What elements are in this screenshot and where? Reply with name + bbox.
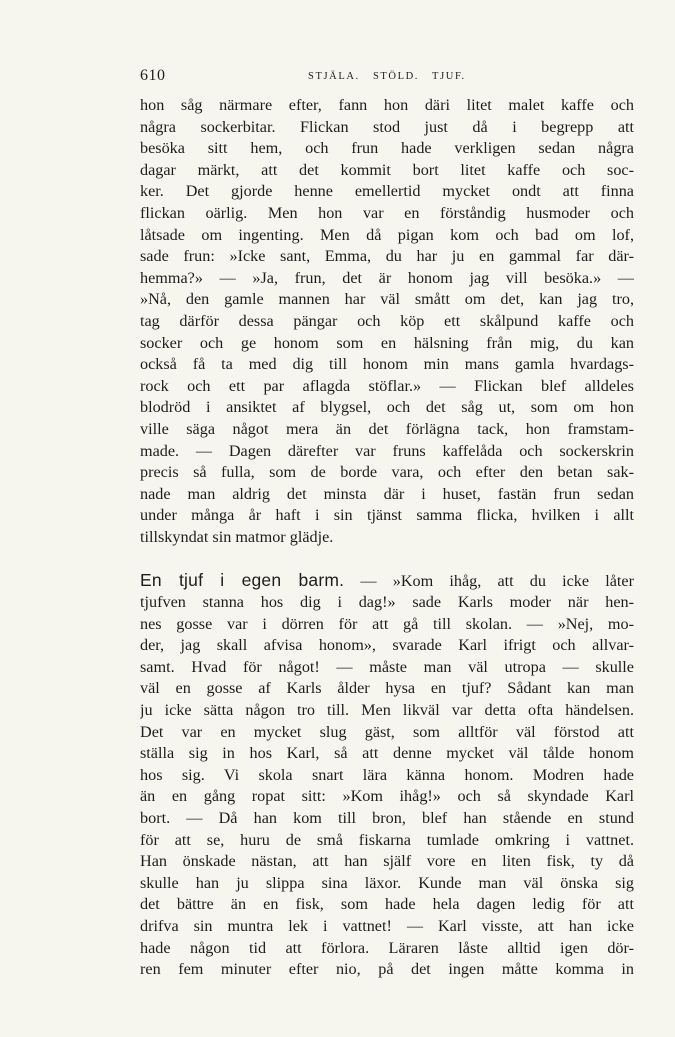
text-line: sade frun: »Icke sant, Emma, du har ju en gammal far där- [140, 247, 634, 266]
text-line: bort. — Då han kom till bron, blef han stående en stund [140, 809, 634, 827]
text-line: för att se, huru de små fiskarna tumlade omkring i vattnet. [140, 830, 634, 849]
running-head: STJÄLA. STÖLD. TJUF. [308, 71, 466, 82]
text-line: också få ta med dig till honom min mans gamla hvardags- [140, 355, 634, 374]
text-line: samt. Hvad för något! — måste man väl utropa — skulle [140, 657, 634, 676]
section-body [140, 592, 634, 981]
text-line: tag därför dessa pängar och köp ett skålpund kaffe och [140, 311, 634, 330]
text-line: några sockerbitar. Flickan stod just då i begrepp att [140, 117, 634, 136]
text-line: besöka sitt hem, och frun hade verkligen sedan några [140, 139, 634, 158]
text-line: rock och ett par aflagda stöflar.» — Flickan blef alldeles [140, 376, 634, 395]
text-line: nade man aldrig det minsta där i huset, fastän frun sedan [140, 484, 634, 503]
section-gap [140, 548, 634, 570]
text-line: flickan oärlig. Men hon var en förståndig husmoder och [140, 203, 634, 222]
text-line: skulle han ju slippa sina läxor. Kunde man väl önska sig [140, 873, 634, 892]
text-line: tjufven stanna hos dig i dag!» sade Karls moder när hen- [140, 593, 634, 612]
text-line: hemma?» — »Ja, frun, det är honom jag vill besöka.» — [140, 268, 634, 287]
text-line: made. — Dagen därefter var fruns kaffelåda och sockerskrin [140, 441, 634, 460]
text-line: under många år haft i sin tjänst samma flicka, hvilken i allt [140, 506, 634, 525]
text-line: Han önskade nästan, att han själf vore en liten fisk, ty då [140, 852, 634, 871]
text-line: ville säga något mera än det förlägna tack, hon framstam- [140, 419, 634, 438]
text-line: hade någon tid att förlora. Läraren låste alltid igen dör- [140, 938, 634, 957]
text-line: hon såg närmare efter, fann hon däri litet malet kaffe och [140, 96, 634, 114]
text-line: der, jag skall afvisa honom», svarade Karl ifrigt och allvar- [140, 636, 634, 655]
page-header [140, 66, 634, 88]
section-heading: En tjuf i egen barm. [140, 570, 345, 591]
text-line: dagar märkt, att det kommit bort litet kaffe och soc- [140, 160, 634, 179]
text-line: drifva sin muntra lek i vattnet! — Karl visste, att han icke [140, 916, 634, 935]
text-line: Det var en mycket slug gäst, som alltför väl förstod att [140, 722, 634, 741]
text-line: tillskyndat sin matmor glädje. [140, 527, 334, 546]
text-line: ker. Det gjorde henne emellertid mycket ondt att finna [140, 182, 634, 201]
text-line: socker och ge honom som en hälsning från mig, du kan [140, 333, 634, 352]
text-line [140, 570, 634, 592]
paragraph [140, 95, 634, 548]
text-line: blodröd i ansiktet af blygsel, och det såg ut, som om hon [140, 398, 634, 417]
text-line: hos sig. Vi skola snart lära känna honom. Modren hade [140, 765, 634, 784]
text-line: låtsade om ingenting. Men då pigan kom och bad om lof, [140, 225, 634, 244]
text-line: ju icke sätta någon tro till. Men likväl var detta ofta händelsen. [140, 701, 634, 720]
body-text [140, 95, 634, 981]
text-line: nes gosse var i dörren för att gå till skolan. — »Nej, mo- [140, 614, 634, 633]
text-line: väl en gosse af Karls ålder hysa en tjuf? Sådant kan man [140, 679, 634, 698]
text-line: ställa sig in hos Karl, så att denne mycket väl tålde honom [140, 744, 634, 763]
section-tjuf-i-egen-barm [140, 570, 634, 980]
text-line: »Nå, den gamle mannen har väl smått om det, kan jag tro, [140, 290, 634, 309]
page-number: 610 [140, 67, 166, 84]
section-first-line-text: — »Kom ihåg, att du icke låter [344, 572, 634, 591]
text-line: precis så fulla, som de borde vara, och efter den betan sak- [140, 463, 634, 482]
text-line: ren fem minuter efter nio, på det ingen måtte komma in [140, 960, 634, 979]
text-line: än en gång ropat sitt: »Kom ihåg!» och så skyndade Karl [140, 787, 634, 806]
text-line: det bättre än en fisk, som hade hela dagen ledig för att [140, 895, 634, 914]
